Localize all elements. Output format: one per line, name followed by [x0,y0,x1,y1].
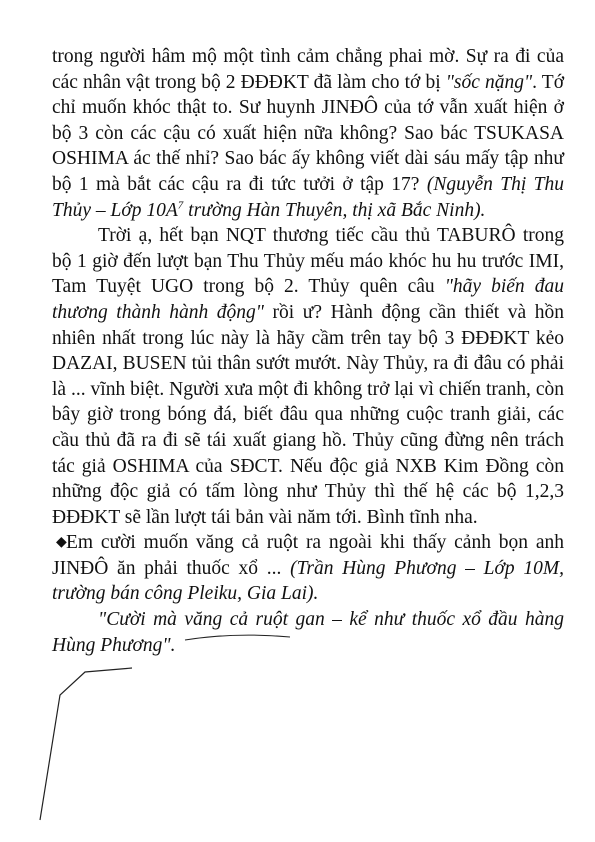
editor-quote: "Cười mà văng cả ruột gan – kể như thuốc xổ đầu hàng Hùng Phương". [52,609,564,656]
reply-text: Trời ạ, hết bạn NQT thương tiếc cầu thủ TABURÔ trong bộ 1 giờ đến lượt bạn Thu Thủy mếu máo khóc hu hu trước IMI, Tam Tuyệt UGO trong bộ 2. Thủy quên câu [52,225,564,298]
diamond-bullet-icon: ◆ [56,535,67,551]
letter-text-continued: . Tớ chỉ muốn khóc thật to. Sư huynh JINĐÔ của tớ vẫn xuất hiện ở bộ 3 còn các cậu có xuất hiện nữa không? Sao bác TSUKASA OSHIMA ác thế nhỉ? Sao bác ấy không viết dài sáu mấy tập như bộ 1 mà bắt các cậu ra đi tức tưởi ở tập 17? [52,71,565,195]
second-letter-signature: (Trần Hùng Phương – Lớp 10M, trường bán công Pleiku, Gia Lai). [52,557,564,605]
letter-signature: (Nguyễn Thị Thu Thủy – Lớp 10A [52,173,565,221]
reader-letter-paragraph [52,44,564,223]
editor-quote-paragraph [52,607,564,658]
editor-reply-paragraph [52,223,564,530]
document-page [52,44,564,658]
reply-quoted-phrase: "hãy biến đau thương thành hành động" [52,276,564,323]
letter-signature-school: trường Hàn Thuyên, thị xã Bắc Ninh). [183,199,486,221]
second-letter-paragraph [52,530,564,607]
class-superscript: 7 [177,199,184,212]
reply-text-continued: rồi ư? Hành động cần thiết và hồn nhiên nhất trong lúc này là hãy cầm trên tay bộ 3 ĐĐĐKT kẻo DAZAI, BUSEN tủi thân sướt mướt. Này Thủy, ra đi đâu có phải là ... vĩnh biệt. Người xưa một đi không trở lại vì chiến tranh, còn bây giờ trong bóng đá, biết đâu qua những cuộc tranh giải, các cầu thủ đã ra đi sẽ tái xuất giang hồ. Thủy cũng đừng nên trách tác giả OSHIMA của SĐCT. Nếu độc giả NXB Kim Đồng còn những độc giả có tấm lòng như Thủy thì thế hệ các bộ 1,2,3 ĐĐĐKT sẽ lần lượt tái bản vài năm tới. Bình tĩnh nha. [52,301,564,528]
letter-text: trong người hâm mộ một tình cảm chẳng phai mờ. Sự ra đi của các nhân vật trong bộ 2 ĐĐĐKT đã làm cho tớ bị [52,46,564,93]
second-letter-text: Em cười muốn văng cả ruột ra ngoài khi thấy cảnh bọn anh JINĐÔ ăn phải thuốc xổ ... [52,532,564,579]
pen-stroke [40,668,132,820]
quoted-phrase: "sốc nặng" [445,71,533,93]
